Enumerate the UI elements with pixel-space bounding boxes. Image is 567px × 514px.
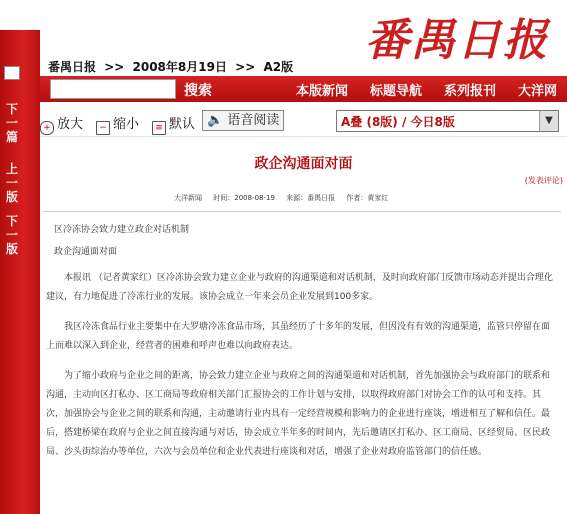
speaker-icon: 🔈 [207,113,224,128]
article-title: 政企沟通面对面 [254,156,353,172]
left-nav-sidebar [0,30,40,514]
article-content [40,137,567,514]
default-size-button[interactable] [152,113,195,135]
menu-series-papers[interactable]: 系列报刊 [444,84,497,99]
chevron-down-icon[interactable]: ▼ [539,111,558,131]
menu-this-page-news[interactable]: 本版新闻 [296,84,349,99]
masthead [40,0,567,66]
top-menu-bar [40,76,567,102]
reading-toolbar [40,106,567,137]
breadcrumb-paper[interactable]: 番禺日报 [48,60,97,74]
breadcrumb-page[interactable]: A2版 [263,60,294,74]
zoom-in-label: 放大 [57,117,84,132]
article-paragraph: 为了缩小政府与企业之间的距离，协会致力建立企业与政府之间的沟通渠道和对话机制，首先加强协会与政府部门的联系和沟通，主动向区打私办、区工商局等政府相关部门汇报协会的工作计划与安排，以取得政府部门对协会工作的认可和支持。其次，加强协会与企业之间的联系和沟通，主动邀请行业内具有一定经营规模和影响力的企业进行座谈，增进相互了解和信任。最后，搭建桥梁在政府与企业之间直接沟通与对话，协会成立半年多的时间内，先后邀请区打私办、区工商局、区经贸局、区民政局、沙头街综治办等单位，六次与会员单位和企业代表进行座谈和对话，增强了企业对政府监管部门的信任感。 [46,371,551,457]
divider [43,211,561,212]
voice-reading-label: 语音阅读 [227,113,280,128]
page-select[interactable] [336,110,559,132]
search-input[interactable] [50,79,176,99]
sidebar-top-blank [0,0,40,30]
newspaper-logo: 番禺日报 [365,15,549,66]
voice-reading-button[interactable] [202,110,284,131]
zoom-out-icon: − [96,121,110,135]
article-subheadline: 区冷冻协会致力建立政企对话机制 [54,225,190,235]
post-comment-link[interactable]: (发表评论) [524,176,563,185]
article-subheadline: 政企沟通面对面 [54,247,118,257]
meta-author: 作者：黄家红 [346,194,389,202]
meta-site: 大洋新闻 [174,194,202,202]
breadcrumb-date[interactable]: 2008年8月19日 [132,60,227,74]
breadcrumb-separator: >> [104,60,125,74]
zoom-out-button[interactable] [96,113,139,135]
article-paragraph: 本报讯 （记者黄家红）区冷冻协会致力建立企业与政府的沟通渠道和对话机制，及时向政府部门反馈市场动态并提出合理化建议，有力地促进了冷冻行业的发展。该协会成立一年来会员企业发展到100多家。 [46,273,553,302]
menu-title-nav[interactable]: 标题导航 [370,84,423,99]
breadcrumb [48,58,297,75]
document-icon: ≡ [152,121,166,135]
zoom-out-label: 缩小 [113,117,140,132]
next-article-link[interactable]: 下一篇 [5,102,18,144]
meta-origin: 来源：番禺日报 [286,194,336,202]
window-icon[interactable] [4,66,20,80]
breadcrumb-separator: >> [235,60,256,74]
page-select-value: A叠 (8版) / 今日8版 [341,115,455,129]
article-paragraph: 我区冷冻食品行业主要集中在大罗塘冷冻食品市场，其虽经历了十多年的发展，但因没有有效的沟通渠道，监管只停留在面上而难以深入到企业，经营者的困难和呼声也难以向政府表达。 [46,322,551,351]
article-meta [174,193,397,203]
next-page-link[interactable]: 下一版 [5,214,18,256]
menu-dayoo-site[interactable]: 大洋网 [518,84,558,99]
default-size-label: 默认 [169,117,196,132]
search-button[interactable]: 搜索 [184,83,212,99]
meta-time: 时间：2008-08-19 [213,194,275,202]
zoom-in-button[interactable] [40,113,83,135]
prev-page-link[interactable]: 上一版 [5,162,18,204]
zoom-in-icon: + [40,121,54,135]
